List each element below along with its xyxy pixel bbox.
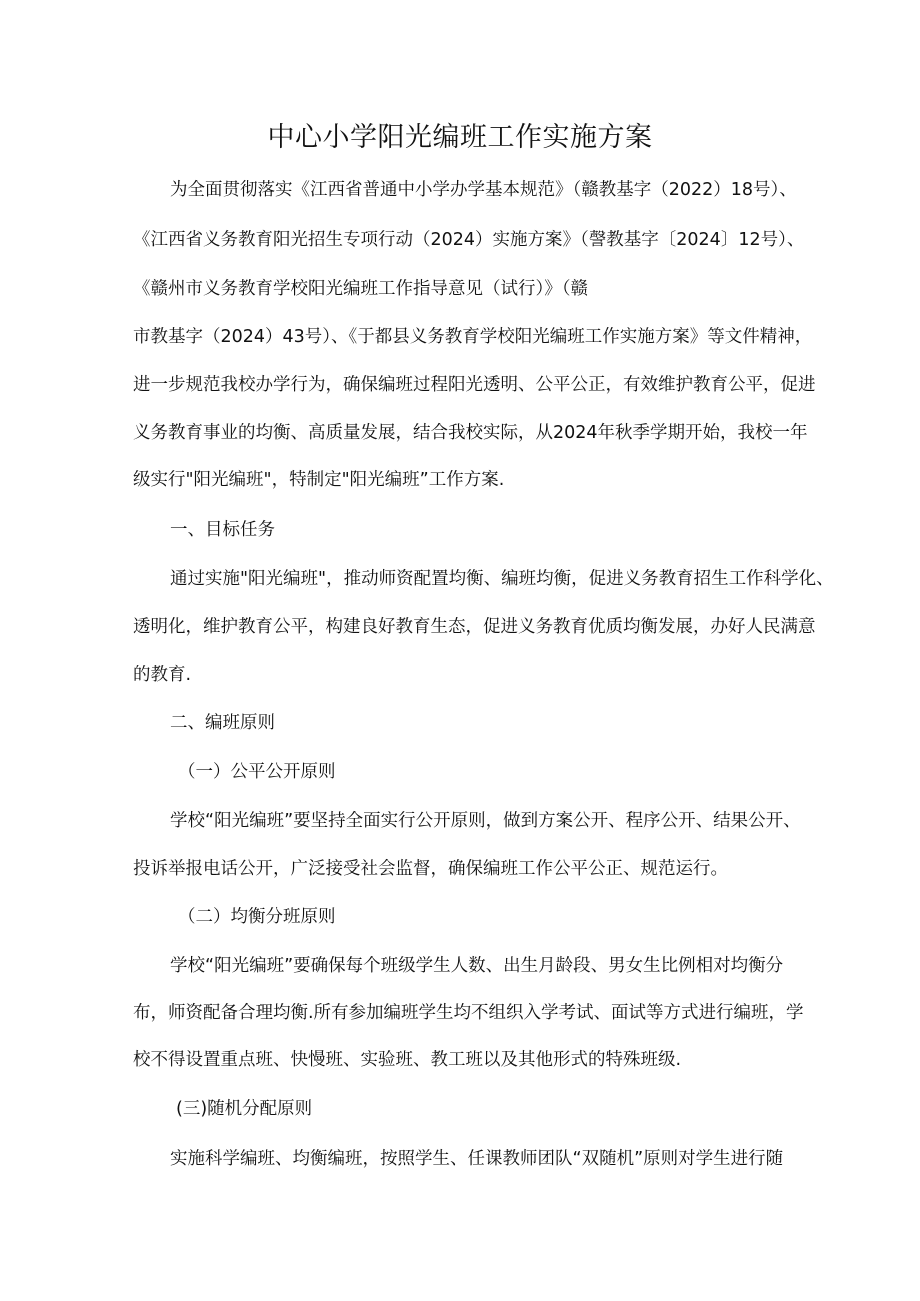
paragraph-line: 学校“阳光编班”要确保每个班级学生人数、出生月龄段、男女生比例相对均衡分 (170, 956, 784, 976)
paragraph-line: 《赣州市义务教育学校阳光编班工作指导意见（试行）》（赣 (133, 279, 588, 299)
paragraph-line: 学校“阳光编班”要坚持全面实行公开原则，做到方案公开、程序公开、结果公开、 (170, 811, 801, 831)
paragraph-line: 实施科学编班、均衡编班，按照学生、任课教师团队“双随机”原则对学生进行随 (170, 1149, 784, 1169)
paragraph-line: 市教基字（2024）43号）、《于都县义务教育学校阳光编班工作实施方案》等文件精神， (133, 327, 813, 347)
paragraph-line: 为全面贯彻落实《江西省普通中小学办学基本规范》（赣教基字（2022）18号）、 (170, 180, 797, 200)
section-heading: 二、编班原则 (170, 713, 275, 733)
paragraph-line: 校不得设置重点班、快慢班、实验班、教工班以及其他形式的特殊班级. (133, 1050, 682, 1070)
paragraph-line: 义务教育事业的均衡、高质量发展，结合我校实际，从2024年秋季学期开始，我校一年 (133, 423, 808, 443)
paragraph-line: 的教育. (133, 665, 192, 685)
subsection-heading: (三)随机分配原则 (176, 1099, 313, 1119)
paragraph-line: 《江西省义务教育阳光招生专项行动（2024）实施方案》（謦教基字〔2024〕12号）、 (133, 230, 805, 250)
subsection-heading: （一）公平公开原则 (178, 762, 336, 782)
paragraph-line: 投诉举报电话公开，广泛接受社会监督，确保编班工作公平公正、规范运行。 (133, 859, 728, 879)
paragraph-line: 布，师资配备合理均衡.所有参加编班学生均不组织入学考试、面试等方式进行编班，学 (133, 1003, 804, 1023)
paragraph-line: 通过实施"阳光编班"，推动师资配置均衡、编班均衡，促进义务教育招生工作科学化、 (170, 569, 834, 589)
paragraph-line: 进一步规范我校办学行为，确保编班过程阳光透明、公平公正，有效维护教育公平，促进 (133, 375, 816, 395)
paragraph-line: 级实行"阳光编班"，特制定"阳光编班”工作方案. (133, 470, 505, 490)
subsection-heading: （二）均衡分班原则 (178, 907, 336, 927)
document-title: 中心小学阳光编班工作实施方案 (267, 122, 653, 153)
section-heading: 一、目标任务 (170, 520, 275, 540)
paragraph-line: 透明化，维护教育公平，构建良好教育生态，促进义务教育优质均衡发展，办好人民满意 (133, 617, 816, 637)
